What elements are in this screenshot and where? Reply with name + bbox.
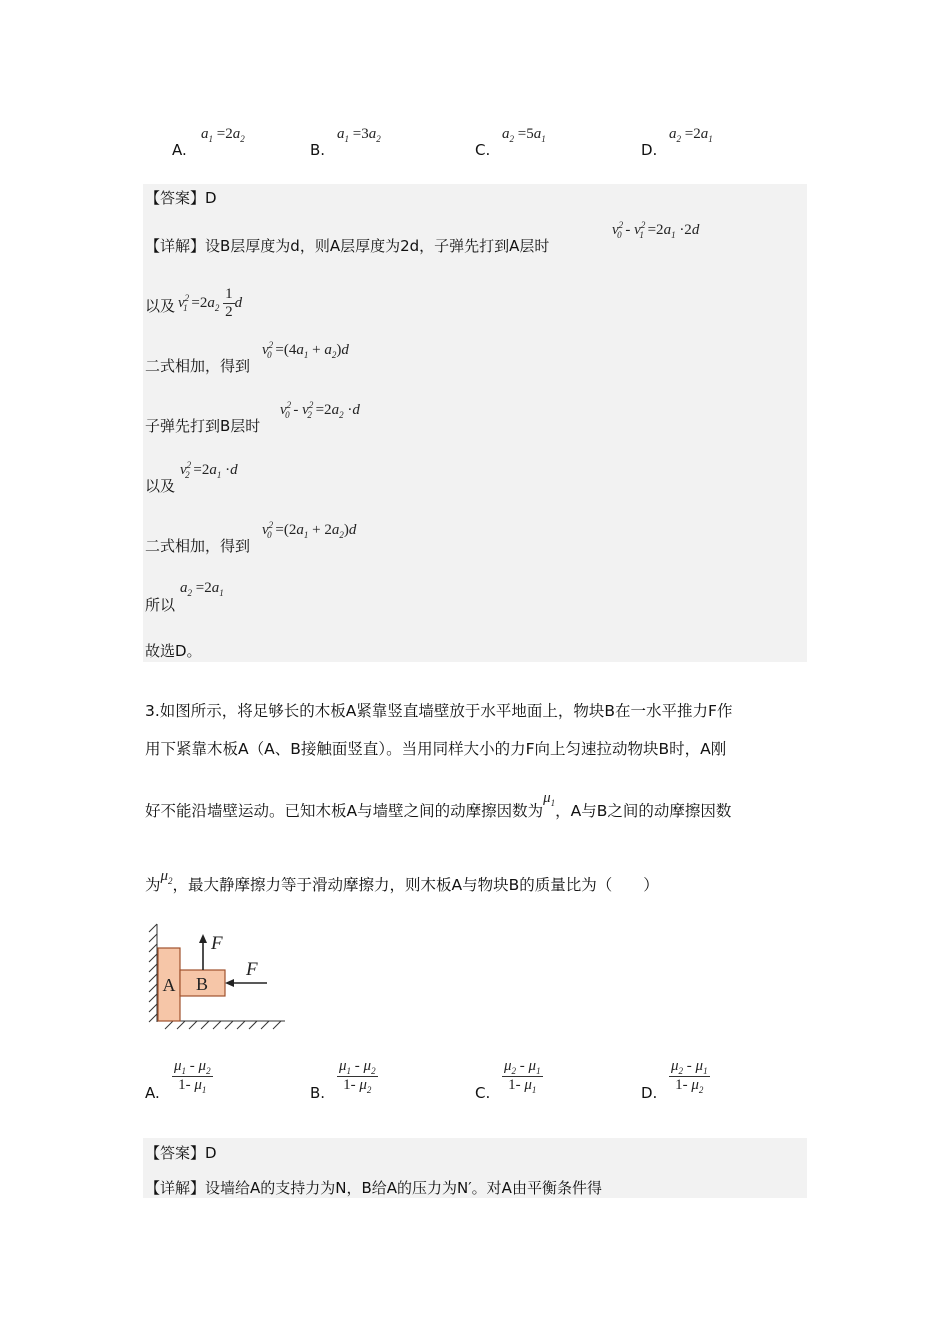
q3-option-a-expr: $\frac{\mu_1 - \mu_2}{1- \mu_1}$ — [174, 1058, 211, 1095]
q3-option-c-expr: $\frac{\mu_2 - \mu_1}{1- \mu_1}$ — [504, 1058, 541, 1095]
q3-option-d-label: D. — [641, 1084, 658, 1102]
q2-conclusion: 故选D。 — [145, 642, 202, 660]
q3-line4: 为$\mu_2$，最大静摩擦力等于滑动摩擦力，则木板A与物块B的质量比为（ ） — [145, 868, 659, 894]
q3-answer: 【答案】D — [145, 1144, 217, 1162]
q2-eq3: $v^2_0 =(4a_1 + a_2)d$ — [262, 340, 349, 360]
q2-eq6: $v^2_0 =(2a_1 + 2a_2)d$ — [262, 520, 357, 540]
q3-option-b-expr: $\frac{\mu_1 - \mu_2}{1- \mu_2}$ — [339, 1058, 376, 1095]
q2-option-b-label: B. — [310, 141, 326, 159]
q2-line5-prefix: 以及 — [145, 477, 176, 495]
q3-option-a-label: A. — [145, 1084, 160, 1102]
q2-option-d-label: D. — [641, 141, 658, 159]
q2-line4-prefix: 子弹先打到B层时 — [145, 417, 261, 435]
q2-detail-label: 【详解】设B层厚度为d，则A层厚度为2d，子弹先打到A层时 — [145, 237, 550, 255]
q2-option-c-expr: $a_2 =5a_1$ — [502, 126, 546, 144]
q2-answer: 【答案】D — [145, 189, 217, 207]
q3-line2: 用下紧靠木板A（A、B接触面竖直）。当用同样大小的力F向上匀速拉动物块B时，A刚 — [145, 740, 727, 758]
q2-eq5: $v^2_2 =2a_1 \cdot d$ — [180, 460, 238, 480]
force-up-label: F — [211, 933, 223, 954]
q2-eq2: $v^2_1 =2a_2$ $\frac{1}{2}$ d — [178, 286, 243, 320]
q2-line2-prefix: 以及 — [145, 297, 176, 315]
q2-line7-prefix: 所以 — [145, 596, 176, 614]
q2-option-c-label: C. — [475, 141, 491, 159]
q2-option-b-expr: $a_1 =3a_2$ — [337, 126, 381, 144]
block-wall-figure — [145, 922, 290, 1032]
q2-line6-prefix: 二式相加，得到 — [145, 537, 251, 555]
q2-eq1: $v^2_0 - v^2_1 =2a_1 \cdot 2d$ — [612, 220, 700, 240]
q3-option-b-label: B. — [310, 1084, 326, 1102]
q3-detail: 【详解】设墙给A的支持力为N，B给A的压力为N′。对A由平衡条件得 — [145, 1179, 602, 1197]
q2-eq7: $a_2 =2a_1$ — [180, 580, 224, 598]
q2-eq4: $v^2_0 - v^2_2 =2a_2 \cdot d$ — [280, 400, 360, 420]
q3-line1: 3.如图所示，将足够长的木板A紧靠竖直墙壁放于水平地面上，物块B在一水平推力F作 — [145, 702, 733, 720]
q3-option-c-label: C. — [475, 1084, 491, 1102]
block-b-label: B — [195, 974, 209, 994]
q3-option-d-expr: $\frac{\mu_2 - \mu_1}{1- \mu_2}$ — [671, 1058, 708, 1095]
q2-option-d-expr: $a_2 =2a_1$ — [669, 126, 713, 144]
q2-option-a-label: A. — [172, 141, 187, 159]
board-a-label: A — [162, 975, 176, 995]
force-left-label: F — [246, 959, 258, 980]
q2-option-a-expr: $a_1 =2a_2$ — [201, 126, 245, 144]
q2-line3-prefix: 二式相加，得到 — [145, 357, 251, 375]
q3-line3: 好不能沿墙壁运动。已知木板A与墙壁之间的动摩擦因数为$\mu_1$，A与B之间的动摩擦因数 — [145, 790, 732, 820]
